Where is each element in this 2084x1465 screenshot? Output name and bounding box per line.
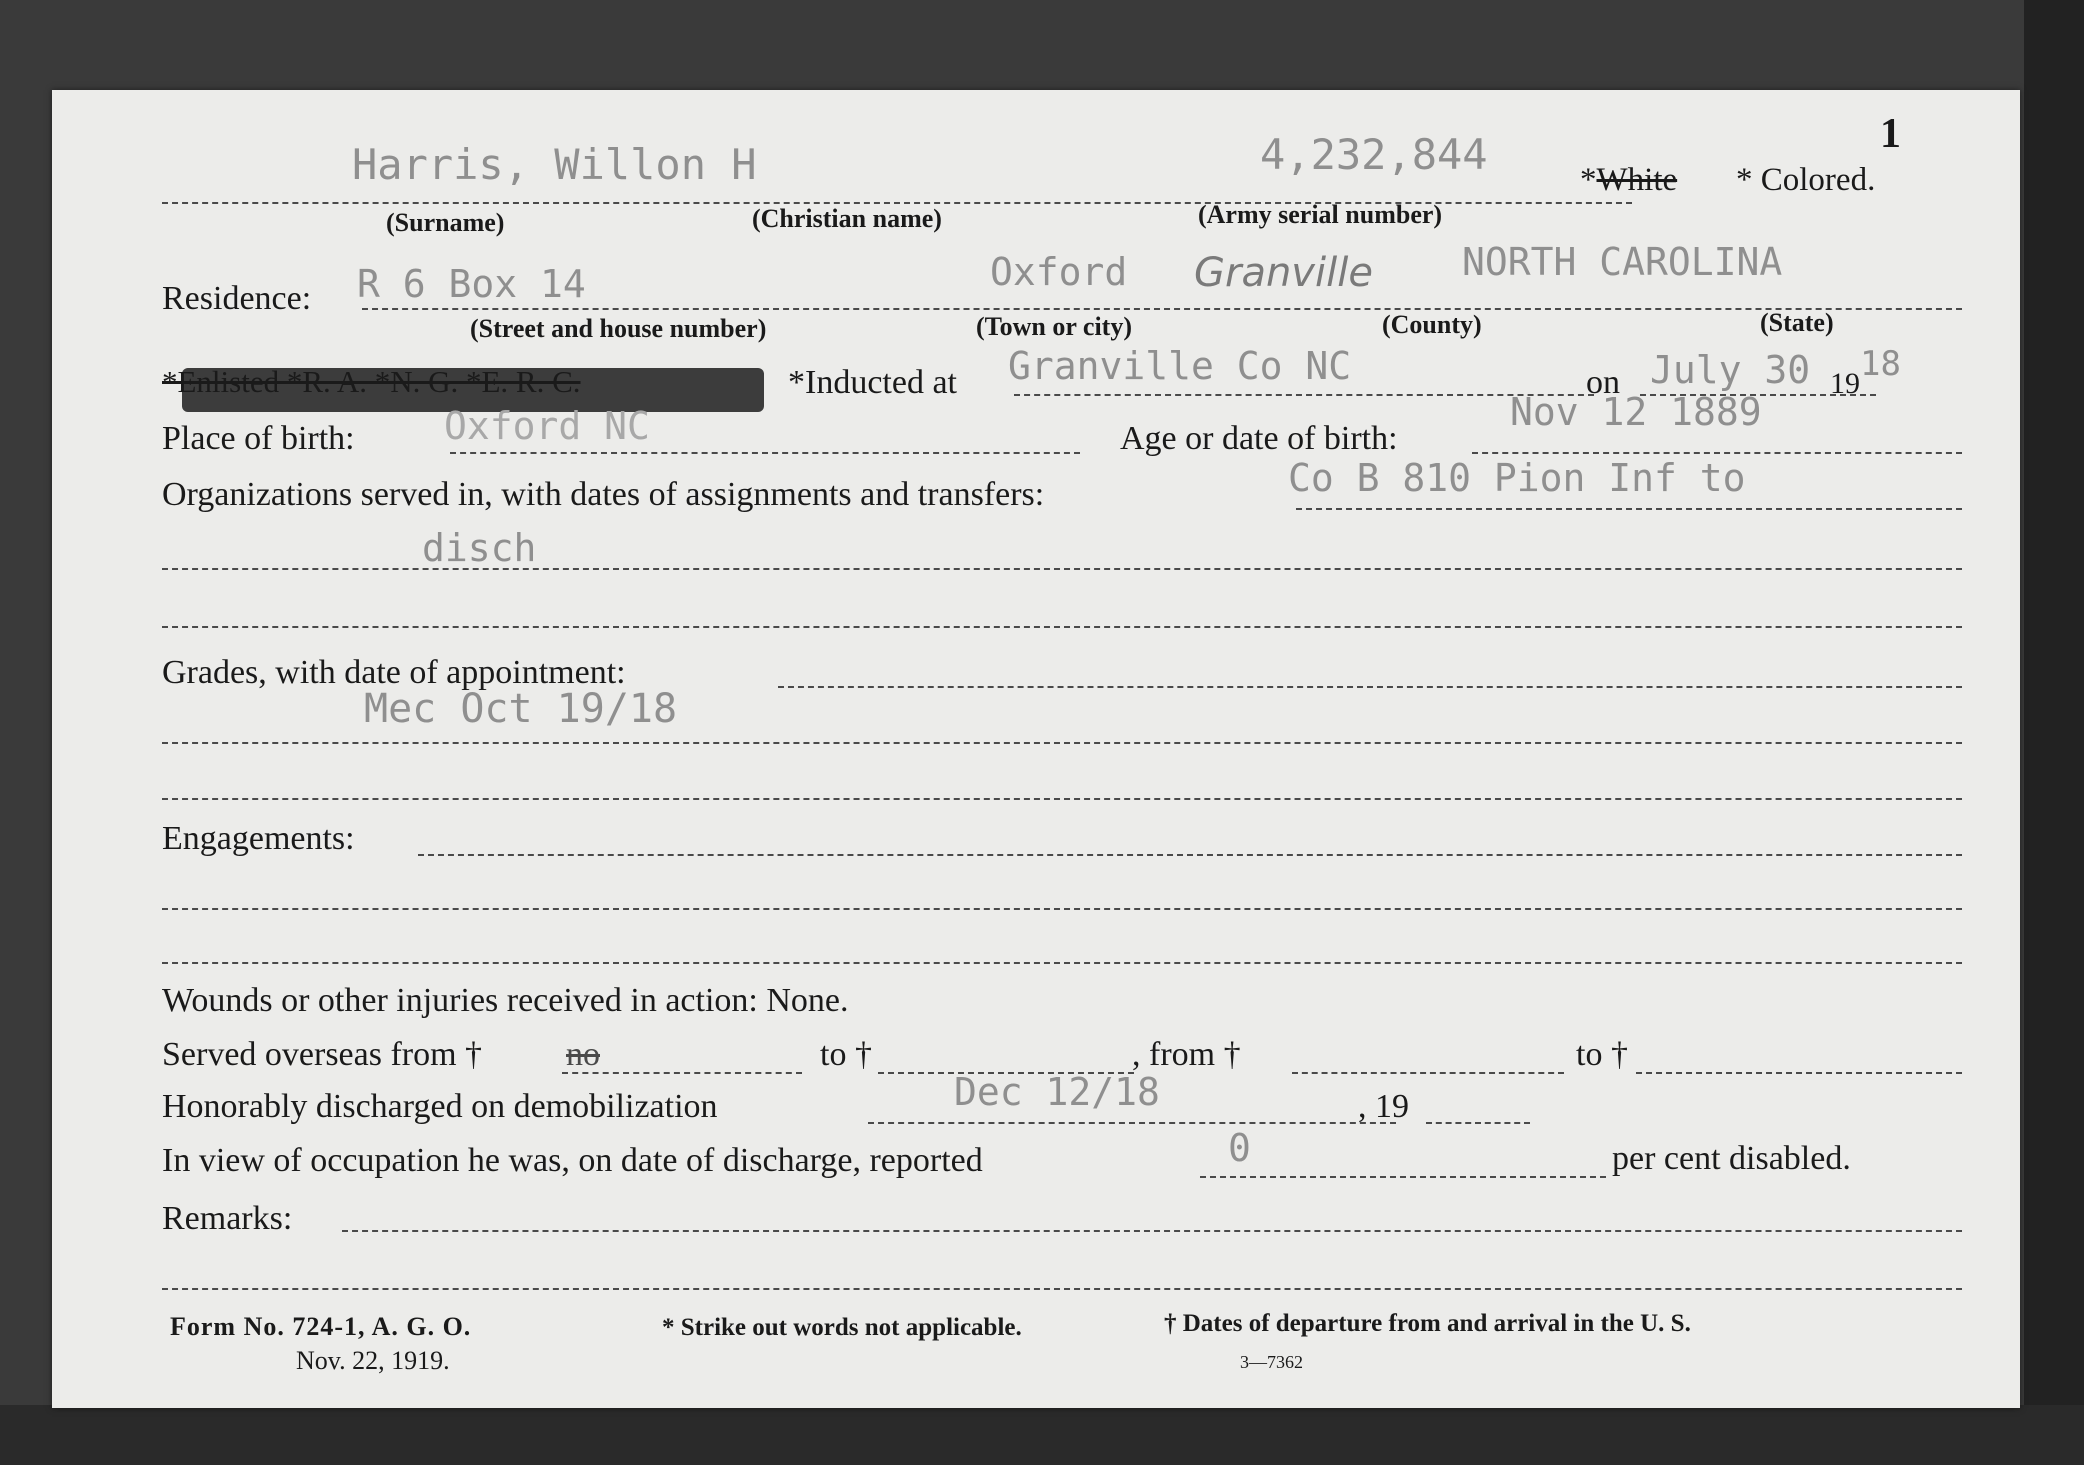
grades-line-3: [162, 798, 1962, 800]
form-number: Form No. 724-1, A. G. O.: [170, 1312, 472, 1341]
organizations-label: Organizations served in, with dates of assignments and transfers:: [162, 476, 1045, 513]
overseas-from-label-2: , from †: [1132, 1036, 1241, 1073]
race-field: [1580, 162, 1677, 199]
residence-label: Residence:: [162, 280, 312, 317]
disability-line: [1200, 1176, 1606, 1178]
enlisted-struck: *Enlisted *R. A. *N. G. *E. R. C.: [162, 364, 581, 399]
street-value: R 6 Box 14: [357, 262, 586, 306]
place-of-birth-label: Place of birth:: [162, 420, 355, 457]
organizations-line: [1296, 508, 1962, 510]
organizations-line-2: [162, 568, 1962, 570]
age-value: Nov 12 1889: [1510, 390, 1762, 434]
inducted-value: Granville Co NC: [1008, 344, 1352, 388]
discharge-year-line: [1426, 1122, 1530, 1124]
age-line: [1472, 452, 1962, 454]
overseas-to-line-2: [1636, 1072, 1962, 1074]
age-label: Age or date of birth:: [1120, 420, 1398, 457]
serial-value: 4,232,844: [1260, 130, 1488, 179]
grades-label: Grades, with date of appointment:: [162, 654, 626, 691]
engagements-line-3: [162, 962, 1962, 964]
inducted-year: [1830, 344, 1901, 402]
strike-note: * Strike out words not applicable.: [662, 1314, 1022, 1341]
overseas-from-line-2: [1292, 1072, 1564, 1074]
form-date: Nov. 22, 1919.: [296, 1346, 450, 1375]
discharge-value: Dec 12/18: [954, 1070, 1160, 1114]
county-value: Granville: [1194, 250, 1373, 296]
wounds-text: Wounds or other injuries received in action: None.: [162, 982, 849, 1019]
grades-line: [778, 686, 1962, 688]
remarks-line: [342, 1230, 1962, 1232]
background-bottom: [0, 1405, 2084, 1465]
place-of-birth-value: Oxford NC: [444, 404, 650, 448]
inducted-label: *Inducted at: [788, 364, 957, 401]
grades-line-2: [162, 742, 1962, 744]
surname-value: Harris, Willon H: [352, 140, 757, 189]
discharge-label: Honorably discharged on demobilization: [162, 1088, 718, 1125]
overseas-from-value: no: [566, 1036, 600, 1073]
discharge-line: [868, 1122, 1396, 1124]
christian-name-label: (Christian name): [752, 204, 942, 233]
race-white: White: [1596, 162, 1678, 198]
inducted-line: [1014, 394, 1594, 396]
race-prefix: *: [1580, 162, 1597, 198]
remarks-line-2: [162, 1288, 1962, 1290]
overseas-from-label: Served overseas from †: [162, 1036, 483, 1073]
engagements-line: [418, 854, 1962, 856]
print-code: 3—7362: [1240, 1352, 1303, 1372]
engagements-label: Engagements:: [162, 820, 355, 857]
record-card: [52, 90, 2020, 1408]
grades-value: Mec Oct 19/18: [364, 686, 678, 732]
overseas-to-label-2: to †: [1576, 1036, 1628, 1073]
inducted-date: July 30: [1650, 348, 1811, 392]
residence-line: [362, 308, 1962, 310]
background-right: [2024, 0, 2084, 1465]
surname-label: (Surname): [386, 208, 505, 237]
state-value: NORTH CAROLINA: [1462, 240, 1783, 284]
enlisted-options: [162, 364, 581, 400]
year-value: 18: [1860, 344, 1901, 384]
discharge-year-label: , 19: [1358, 1088, 1409, 1125]
state-label: (State): [1760, 308, 1834, 337]
race-colored: * Colored.: [1736, 162, 1876, 198]
remarks-label: Remarks:: [162, 1200, 293, 1237]
county-label: (County): [1382, 310, 1482, 339]
engagements-line-2: [162, 908, 1962, 910]
town-value: Oxford: [990, 250, 1128, 294]
organizations-value-2: disch: [422, 526, 537, 570]
organizations-line-3: [162, 626, 1962, 628]
disability-value: 0: [1228, 1126, 1251, 1170]
organizations-value: Co B 810 Pion Inf to: [1288, 456, 1746, 500]
year-prefix: 19: [1830, 367, 1860, 400]
dates-note: † Dates of departure from and arrival in the U. S.: [1164, 1310, 1691, 1337]
town-label: (Town or city): [976, 312, 1132, 341]
disability-suffix: per cent disabled.: [1612, 1140, 1851, 1177]
serial-label: (Army serial number): [1198, 200, 1443, 229]
birth-line: [450, 452, 1080, 454]
overseas-to-label: to †: [820, 1036, 872, 1073]
card-number: 1: [1880, 111, 1901, 157]
overseas-from-line: [562, 1072, 802, 1074]
disability-label: In view of occupation he was, on date of discharge, reported: [162, 1142, 983, 1179]
street-label: (Street and house number): [470, 314, 767, 343]
on-label: on: [1586, 364, 1620, 401]
